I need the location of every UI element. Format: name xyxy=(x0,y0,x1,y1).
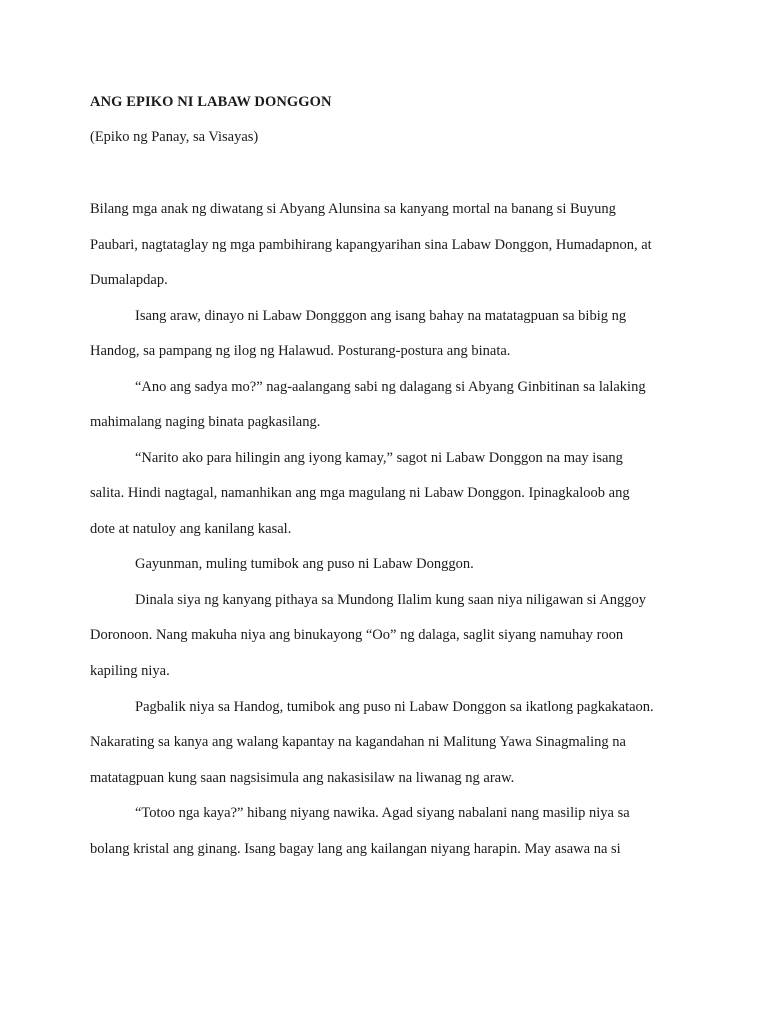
paragraph-line: Handog, sa pampang ng ilog ng Halawud. Posturang-postura ang binata. xyxy=(90,343,511,359)
paragraph-line: “Totoo nga kaya?” hibang niyang nawika. Agad siyang nabalani nang masilip niya sa xyxy=(135,805,630,821)
paragraph-line: matatagpuan kung saan nagsisimula ang nakasisilaw na liwanag ng araw. xyxy=(90,770,515,786)
paragraph-line: Dinala siya ng kanyang pithaya sa Mundong Ilalim kung saan niya niligawan si Anggoy xyxy=(135,592,647,608)
paragraph-line: Doronoon. Nang makuha niya ang binukayong “Oo” ng dalaga, saglit siyang namuhay roon xyxy=(90,627,624,643)
paragraph-line: Nakarating sa kanya ang walang kapantay na kagandahan ni Malitung Yawa Sinagmaling na xyxy=(90,734,626,750)
paragraph-line: kapiling niya. xyxy=(90,663,170,679)
paragraph-line: Bilang mga anak ng diwatang si Abyang Alunsina sa kanyang mortal na banang si Buyung xyxy=(90,201,616,217)
paragraph-line: Dumalapdap. xyxy=(90,272,168,288)
paragraph-line: Isang araw, dinayo ni Labaw Dongggon ang isang bahay na matatagpuan sa bibig ng xyxy=(135,308,627,324)
paragraph-line: “Ano ang sadya mo?” nag-aalangang sabi ng dalagang si Abyang Ginbitinan sa lalaking xyxy=(135,379,646,395)
paragraph-line: dote at natuloy ang kanilang kasal. xyxy=(90,521,292,537)
paragraph-line: “Narito ako para hilingin ang iyong kamay,” sagot ni Labaw Donggon na may isang xyxy=(135,450,623,466)
paragraph-line: mahimalang naging binata pagkasilang. xyxy=(90,414,321,430)
document-title: ANG EPIKO NI LABAW DONGGON xyxy=(90,94,332,110)
document-subtitle: (Epiko ng Panay, sa Visayas) xyxy=(90,129,259,145)
paragraph-line: Paubari, nagtataglay ng mga pambihirang kapangyarihan sina Labaw Donggon, Humadapnon, at xyxy=(90,237,652,253)
paragraph-line: Pagbalik niya sa Handog, tumibok ang puso ni Labaw Donggon sa ikatlong pagkakataon. xyxy=(135,699,654,715)
paragraph-line: salita. Hindi nagtagal, namanhikan ang mga magulang ni Labaw Donggon. Ipinagkaloob ang xyxy=(90,485,630,501)
paragraph-line: Gayunman, muling tumibok ang puso ni Labaw Donggon. xyxy=(135,556,474,572)
paragraph-line: bolang kristal ang ginang. Isang bagay lang ang kailangan niyang harapin. May asawa na si xyxy=(90,841,621,857)
